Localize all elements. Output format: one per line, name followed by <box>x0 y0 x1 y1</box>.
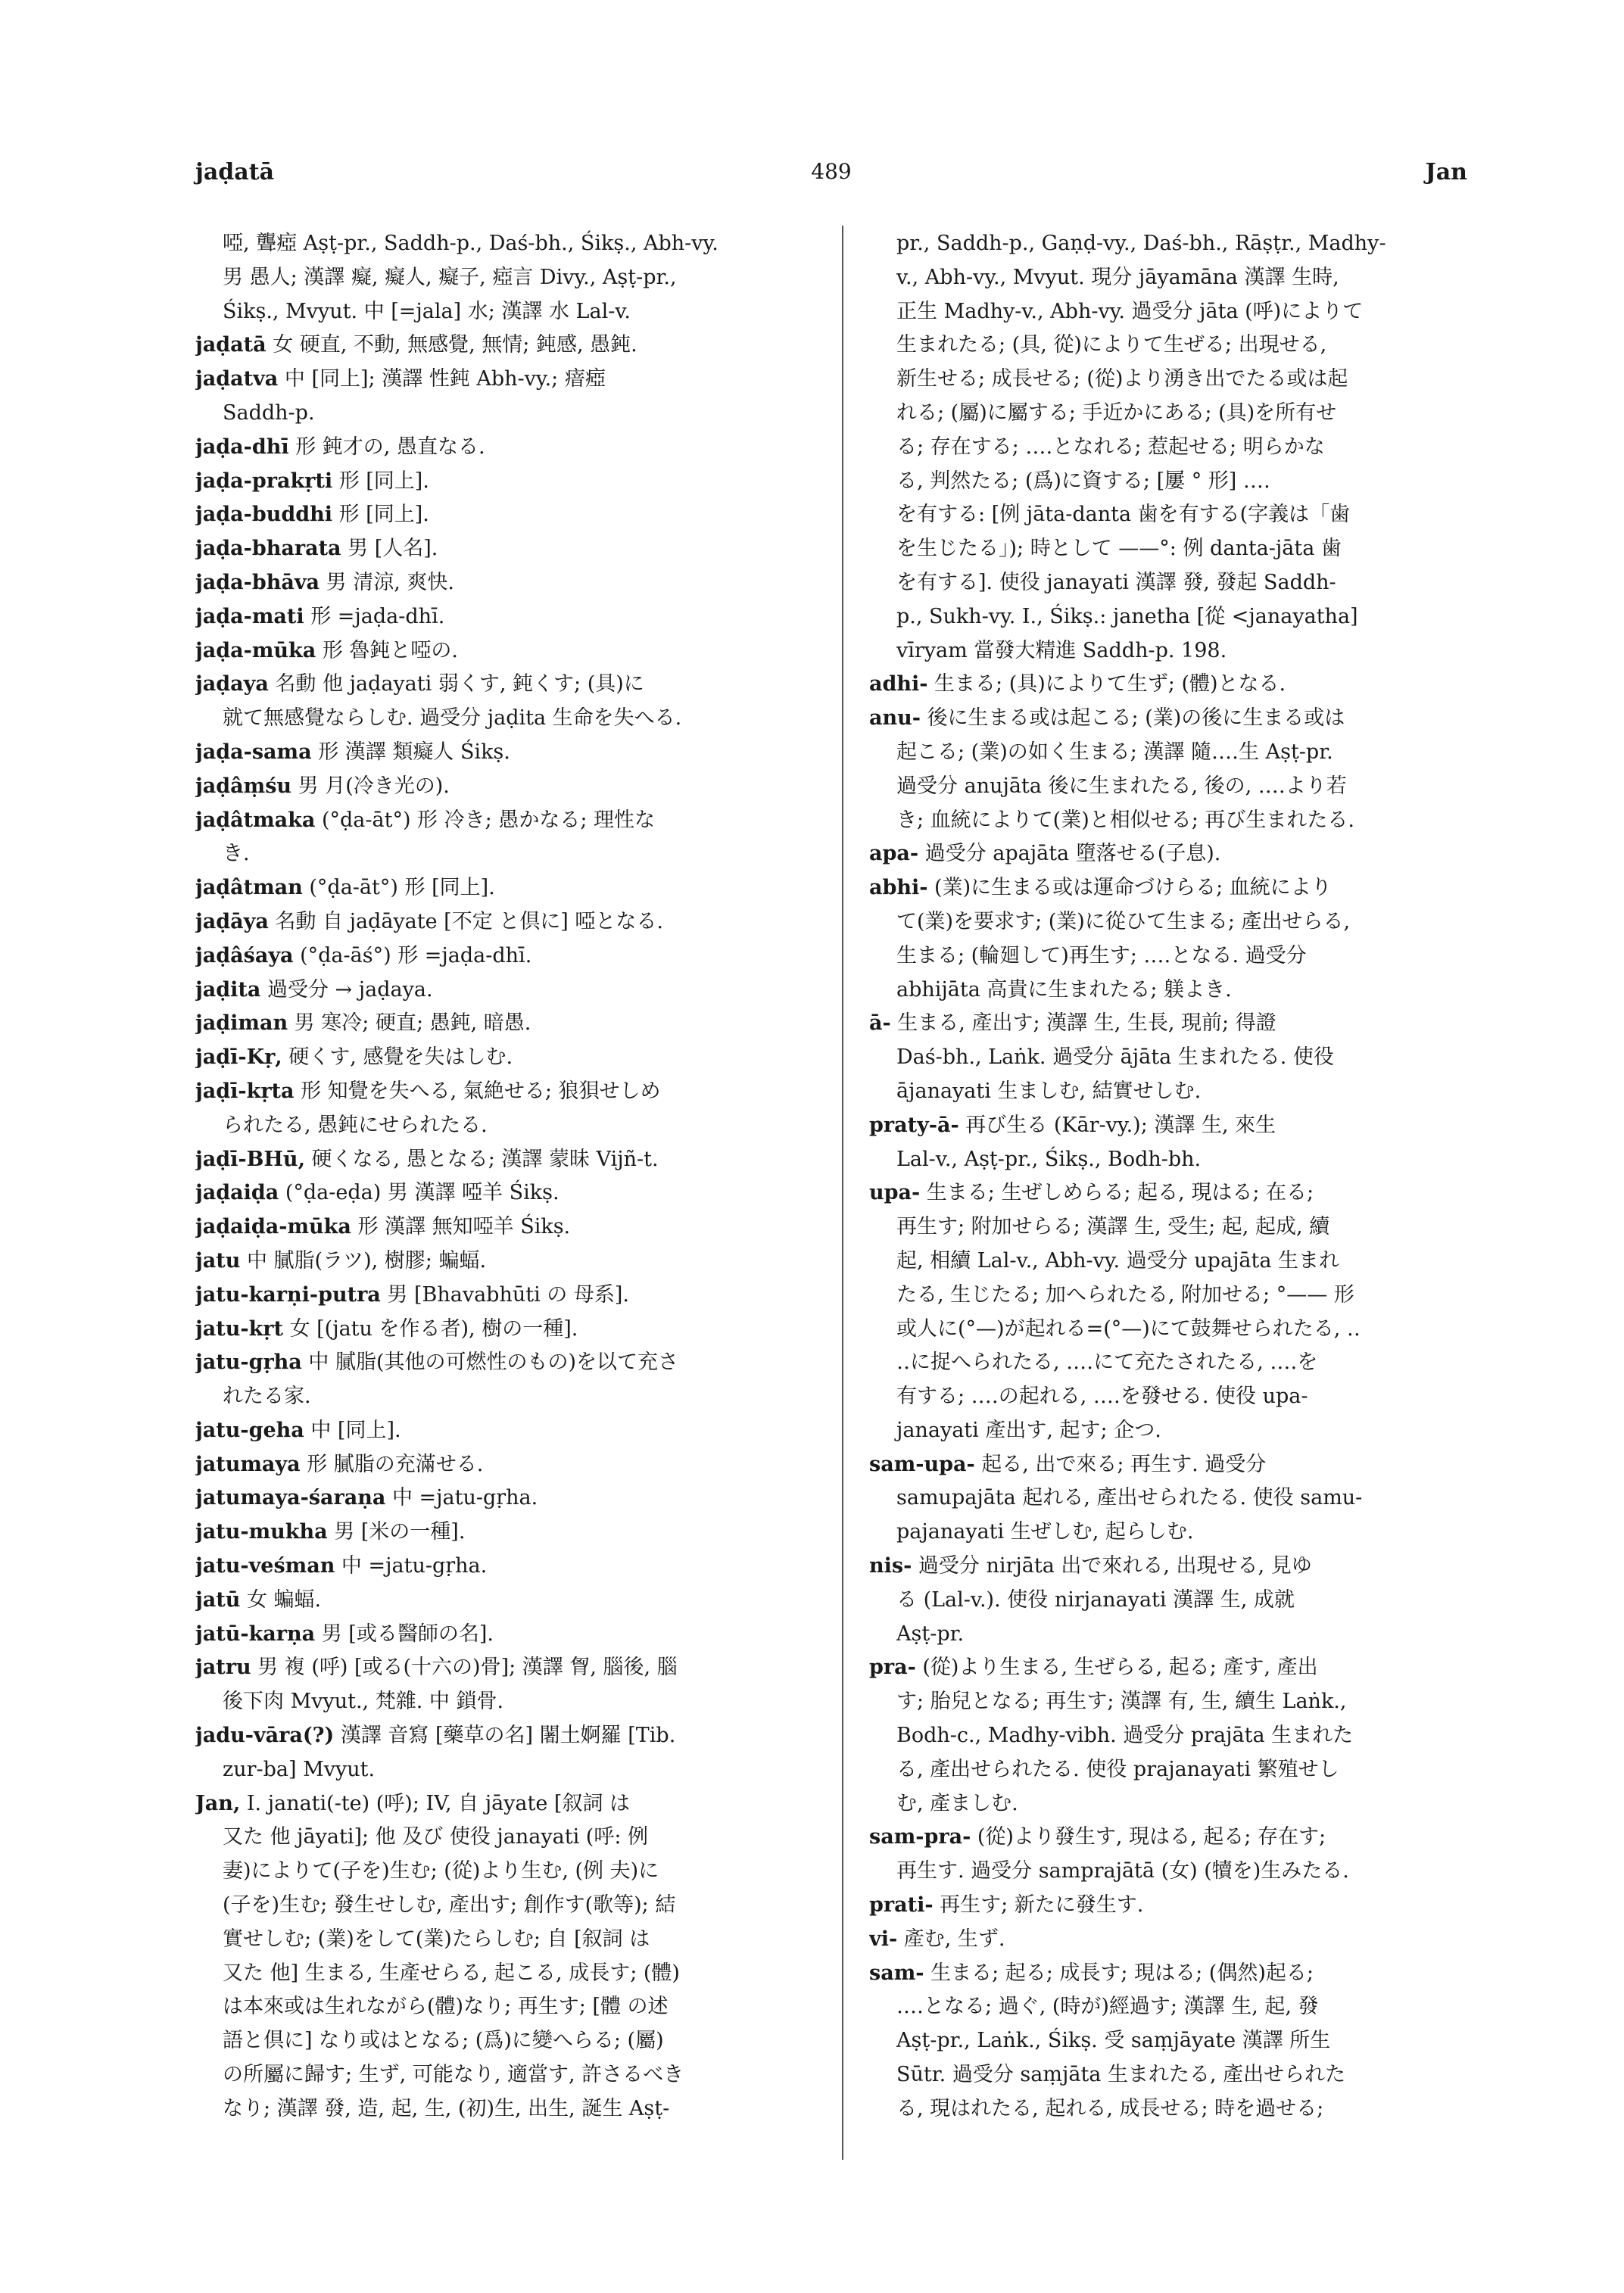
entry-text: 再生す. 過受分 samprajātā (女) (犢を)生みたる. <box>896 1859 1349 1883</box>
dictionary-line <box>869 532 1475 566</box>
entry-text: 形 [同上]. <box>332 503 429 527</box>
entry-headword: jatru <box>195 1656 251 1680</box>
entry-text: 中 =jatu-gṛha. <box>335 1554 488 1578</box>
right-column <box>869 227 1475 2126</box>
entry-headword: jatū <box>195 1587 241 1612</box>
dictionary-line <box>869 668 1475 702</box>
entry-headword: jaḍaiḍa-mūka <box>195 1215 351 1239</box>
entry-text: abhijāta 高貴に生まれたる; 躾よき. <box>896 977 1232 1002</box>
entry-text: 男 [米の一種]. <box>327 1520 466 1544</box>
entry-text: る; 存在する; ‥‥となれる; 惹起せる; 明らかな <box>896 435 1325 459</box>
entry-text: 新生せる; 成長せる; (從)より湧き出でたる或は起 <box>896 367 1348 391</box>
entry-text: を有する]. 使役 janayati 漢譯 發, 發起 Saddh- <box>896 570 1336 594</box>
entry-text: (°ḍa-āt°) 形 冷き; 愚かなる; 理性な <box>315 808 655 832</box>
dictionary-line <box>869 1618 1475 1652</box>
entry-text: pr., Saddh-p., Gaṇḍ-vy., Daś-bh., Rāṣṭr., Madhy- <box>896 232 1386 255</box>
entry-text: Bodh-c., Madhy-vibh. 過受分 prajāta 生まれた <box>896 1724 1354 1748</box>
dictionary-line <box>869 2024 1475 2058</box>
entry-headword: jatumaya <box>195 1452 301 1476</box>
dictionary-line <box>869 702 1475 736</box>
entry-text: 過受分 nirjāta 出で來れる, 出現せる, 見ゆ <box>912 1554 1312 1578</box>
entry-text: 生まる; (輪廻して)再生す; ‥‥となる. 過受分 <box>896 943 1307 967</box>
dictionary-line <box>869 295 1475 329</box>
entry-text: 形 漢譯 無知啞羊 Śikṣ. <box>351 1215 571 1239</box>
entry-text: 中 [同上]; 漢譯 性鈍 Abh-vy.; 瘖瘂 <box>278 367 606 391</box>
entry-text: janayati 產出す, 起す; 企つ. <box>896 1418 1161 1442</box>
entry-text: る, 判然たる; (爲)に資する; [屢 ° 形] ‥‥ <box>896 469 1270 493</box>
entry-text: 正生 Madhy-v., Abh-vy. 過受分 jāta (呼)によりて <box>896 299 1364 323</box>
entry-text: Aṣṭ-pr. <box>896 1622 965 1646</box>
dictionary-line <box>195 295 801 329</box>
entry-text: zur-ba] Mvyut. <box>223 1757 376 1781</box>
entry-headword: jaḍa-mati <box>195 604 304 628</box>
dictionary-line <box>869 905 1475 939</box>
entry-text: 形 漢譯 類癡人 Śikṣ. <box>311 740 510 764</box>
entry-text: 又た 他] 生まる, 生產せらる, 起こる, 成長す; (體) <box>223 1961 680 1985</box>
dictionary-line <box>195 668 801 702</box>
entry-text: 男 [Bhavabhūti の 母系]. <box>380 1282 630 1307</box>
entry-text: Aṣṭ-pr., Laṅk., Śikṣ. 受 saṃjāyate 漢譯 所生 <box>896 2029 1331 2053</box>
dictionary-line <box>195 1007 801 1041</box>
entry-headword: jatu-kṛt <box>195 1316 283 1341</box>
dictionary-line <box>195 1075 801 1109</box>
entry-text: れる; (屬)に屬する; 手近かにある; (具)を所有せ <box>896 400 1337 425</box>
entry-text: の所屬に歸す; 生ず, 可能なり, 適當す, 許さるべき <box>223 2063 684 2087</box>
dictionary-line <box>195 837 801 871</box>
dictionary-line <box>195 1821 801 1855</box>
entry-text: る, 現はれたる, 起れる, 成長せる; 時を過せる; <box>896 2096 1324 2120</box>
entry-text: 女 硬直, 不動, 無感覺, 無情; 鈍感, 愚鈍. <box>266 333 637 357</box>
dictionary-line <box>195 1957 801 1991</box>
entry-text: す; 胎兒となる; 再生す; 漢譯 有, 生, 續生 Laṅk., <box>896 1690 1347 1714</box>
entry-text: 有する; ‥‥の起れる, ‥‥を發せる. 使役 upa- <box>896 1385 1308 1409</box>
dictionary-line <box>869 431 1475 465</box>
entry-headword: jaḍī-kṛta <box>195 1079 295 1103</box>
entry-headword: sam- <box>869 1961 924 1985</box>
entry-headword: jaḍa-bhāva <box>195 570 320 594</box>
dictionary-line <box>869 1481 1475 1516</box>
entry-text: 過受分 anujāta 後に生まれたる, 後の, ‥‥より若 <box>896 774 1347 798</box>
dictionary-line <box>869 1313 1475 1347</box>
entry-text: は本來或は生れながら(體)なり; 再生す; [體 の述 <box>223 1995 669 2019</box>
dictionary-line <box>869 1719 1475 1753</box>
entry-text: 形 鈍才の, 愚直なる. <box>288 435 485 459</box>
entry-text: 中 膩脂(其他の可燃性のもの)を以て充さ <box>301 1351 679 1375</box>
entry-text: 生まる; (具)によりて生ず; (體)となる. <box>927 672 1286 696</box>
dictionary-line <box>869 1279 1475 1313</box>
entry-text: I. janati(-te) (呼); IV, 自 jāyate [叙詞 は <box>240 1791 631 1815</box>
entry-text: (從)より生まる, 生ぜらる, 起る; 產す, 產出 <box>915 1656 1318 1680</box>
dictionary-line <box>195 1313 801 1347</box>
dictionary-line <box>869 2058 1475 2092</box>
entry-text: p., Sukh-vy. I., Śikṣ.: janetha [從 <janayatha] <box>896 604 1358 628</box>
dictionary-line <box>195 1889 801 1923</box>
entry-headword: jaḍaya <box>195 672 269 696</box>
dictionary-line <box>195 1481 801 1516</box>
dictionary-line <box>869 566 1475 600</box>
entry-headword: jaḍiman <box>195 1011 288 1036</box>
entry-headword: jatu-karṇi-putra <box>195 1282 381 1307</box>
entry-text: (°ḍa-eḍa) 男 漢譯 啞羊 Śikṣ. <box>279 1181 560 1205</box>
entry-text: 男 [人名]. <box>341 537 438 561</box>
dictionary-line <box>195 702 801 736</box>
entry-headword: jatu-mukha <box>195 1520 328 1544</box>
entry-headword: praty-ā- <box>869 1113 959 1137</box>
entry-headword: jaḍa-buddhi <box>195 503 332 527</box>
entry-headword: upa- <box>869 1181 921 1205</box>
entry-text: 中 [同上]. <box>304 1418 401 1442</box>
dictionary-line <box>869 1516 1475 1550</box>
dictionary-line <box>869 1448 1475 1482</box>
dictionary-line <box>869 600 1475 634</box>
entry-text: 過受分 apajāta 墮落せる(子息). <box>918 842 1221 866</box>
entry-headword: jatu-gṛha <box>195 1351 302 1375</box>
entry-text: 名動 自 jaḍāyate [不定 と倶に] 啞となる. <box>268 909 664 933</box>
entry-text: Saddh-p. <box>223 400 315 425</box>
dictionary-line <box>195 566 801 600</box>
dictionary-line <box>195 498 801 532</box>
entry-text: 或人に(°—)が起れる=(°—)にて鼓舞せられたる, ‥ <box>896 1316 1361 1341</box>
entry-headword: jaḍāya <box>195 909 269 933</box>
dictionary-line <box>869 974 1475 1008</box>
entry-text: られたる, 愚鈍にせられたる. <box>223 1113 488 1137</box>
entry-headword: jaḍī-BHū, <box>195 1147 305 1171</box>
entry-text: ājanayati 生ましむ, 結實せしむ. <box>896 1079 1202 1103</box>
dictionary-line <box>869 1957 1475 1991</box>
entry-headword: jatū-karṇa <box>195 1622 316 1646</box>
entry-headword: jaḍa-sama <box>195 740 312 764</box>
entry-text: 啞, 聾瘂 Aṣṭ-pr., Saddh-p., Daś-bh., Śikṣ., Abh-vy. <box>223 232 718 255</box>
entry-text: 男 月(冷き光の). <box>291 774 450 798</box>
dictionary-line <box>195 600 801 634</box>
entry-headword: jaḍaiḍa <box>195 1181 279 1205</box>
dictionary-line <box>869 363 1475 397</box>
dictionary-line <box>195 397 801 431</box>
dictionary-line <box>869 1176 1475 1210</box>
entry-text: (°ḍa-āś°) 形 =jaḍa-dhī. <box>293 943 532 967</box>
dictionary-line <box>869 770 1475 804</box>
entry-text: 再び生る (Kār-vy.); 漢譯 生, 來生 <box>959 1113 1276 1137</box>
entry-text: 女 [(jatu を作る者), 樹の一種]. <box>282 1316 578 1341</box>
dictionary-line <box>195 1210 801 1245</box>
entry-text: む, 產ましむ. <box>896 1791 1018 1815</box>
entry-text: を有する: [例 jāta-danta 歯を有する(字義は「歯 <box>896 503 1351 527</box>
entry-text: 女 蝙蝠. <box>240 1587 322 1612</box>
dictionary-line <box>869 1007 1475 1041</box>
dictionary-line <box>869 1685 1475 1719</box>
entry-headword: jaḍa-mūka <box>195 638 316 662</box>
dictionary-line <box>195 1584 801 1618</box>
entry-text: (子を)生む; 發生せしむ, 產出す; 創作す(歌等); 結 <box>223 1893 676 1918</box>
dictionary-line <box>869 1414 1475 1448</box>
entry-text: たる, 生じたる; 加へられたる, 附加せる; °—— 形 <box>896 1282 1354 1307</box>
entry-text: 形 知覺を失へる, 氣絶せる; 狼狽せしめ <box>294 1079 661 1103</box>
dictionary-line <box>195 329 801 363</box>
dictionary-line <box>195 1414 801 1448</box>
entry-text: 妻)によりて(子を)生む; (從)より生む, (例 夫)に <box>223 1859 659 1883</box>
entry-headword: jatu-geha <box>195 1418 304 1442</box>
entry-text: 生まる, 產出す; 漢譯 生, 生長, 現前; 得證 <box>890 1011 1276 1036</box>
dictionary-line <box>869 1889 1475 1923</box>
dictionary-line <box>869 634 1475 668</box>
entry-text: 起, 相續 Lal-v., Abh-vy. 過受分 upajāta 生まれ <box>896 1248 1340 1273</box>
dictionary-line <box>869 397 1475 431</box>
dictionary-line <box>869 1346 1475 1380</box>
entry-text: Lal-v., Aṣṭ-pr., Śikṣ., Bodh-bh. <box>896 1147 1202 1171</box>
entry-text: ‥‥となる; 過ぐ, (時が)經過す; 漢譯 生, 起, 發 <box>896 1995 1319 2019</box>
entry-headword: adhi- <box>869 672 928 696</box>
entry-headword: sam-pra- <box>869 1825 971 1849</box>
entry-headword: Jan, <box>195 1791 241 1815</box>
entry-text: 形 魯鈍と啞の. <box>316 638 458 662</box>
dictionary-line <box>195 1346 801 1380</box>
entry-headword: jaḍatva <box>195 367 279 391</box>
dictionary-line <box>869 1651 1475 1685</box>
entry-text: v., Abh-vy., Mvyut. 現分 jāyamāna 漢譯 生時, <box>896 265 1339 289</box>
entry-text: 漢譯 音寫 [藥草の名] 闍土婀羅 [Tib. <box>334 1724 676 1748</box>
entry-text: 後に生まる或は起こる; (業)の後に生まる或は <box>920 706 1345 731</box>
dictionary-line <box>869 261 1475 295</box>
dictionary-line <box>195 465 801 499</box>
entry-headword: jatu <box>195 1248 241 1273</box>
dictionary-line <box>869 837 1475 871</box>
dictionary-line <box>195 1176 801 1210</box>
dictionary-line <box>195 1685 801 1719</box>
dictionary-line <box>195 1923 801 1957</box>
dictionary-line <box>195 2058 801 2092</box>
entry-text: 過受分 → jaḍaya. <box>260 977 433 1002</box>
entry-text: Sūtr. 過受分 saṃjāta 生まれたる, 產出せられた <box>896 2063 1346 2087</box>
dictionary-line <box>195 1651 801 1685</box>
entry-text: 實せしむ; (業)をして(業)たらしむ; 自 [叙詞 は <box>223 1927 650 1951</box>
entry-text: 硬くす, 感覺を失はしむ. <box>282 1045 513 1070</box>
dictionary-line <box>869 1821 1475 1855</box>
entry-headword: jaḍita <box>195 977 261 1002</box>
header-right-guideword: Jan <box>1425 159 1467 185</box>
entry-headword: jatu-veśman <box>195 1554 335 1578</box>
dictionary-line <box>195 974 801 1008</box>
dictionary-line <box>869 1041 1475 1075</box>
dictionary-line <box>869 498 1475 532</box>
dictionary-line <box>869 1787 1475 1821</box>
entry-text: 再生す; 附加せらる; 漢譯 生, 受生; 起, 起成, 續 <box>896 1215 1330 1239</box>
page-number: 489 <box>811 159 852 184</box>
entry-headword: jaḍâtman <box>195 876 303 900</box>
dictionary-line <box>869 871 1475 905</box>
entry-headword: nis- <box>869 1554 912 1578</box>
dictionary-line <box>869 1245 1475 1279</box>
entry-headword: apa- <box>869 842 919 866</box>
dictionary-line <box>869 1380 1475 1414</box>
entry-text: き. <box>223 842 250 866</box>
dictionary-line <box>869 1075 1475 1109</box>
entry-headword: pra- <box>869 1656 916 1680</box>
entry-text: 男 寒冷; 硬直; 愚鈍, 暗愚. <box>288 1011 531 1036</box>
dictionary-line <box>195 1380 801 1414</box>
dictionary-line <box>195 1245 801 1279</box>
entry-text: 生まる; 生ぜしめらる; 起る, 現はる; 在る; <box>920 1181 1314 1205</box>
dictionary-line <box>869 227 1475 261</box>
dictionary-line <box>195 1990 801 2024</box>
dictionary-line <box>195 1448 801 1482</box>
entry-headword: abhi- <box>869 876 928 900</box>
entry-text: 生まれたる; (具, 從)によりて生ぜる; 出現せる, <box>896 333 1327 357</box>
header-left-guideword: jaḍatā <box>195 159 275 185</box>
entry-text: 產む, 生ず. <box>897 1927 1005 1951</box>
entry-text: 後下肉 Mvyut., 梵雜. 中 鎖骨. <box>223 1690 504 1714</box>
dictionary-line <box>869 329 1475 363</box>
left-column <box>195 227 801 2126</box>
entry-text: 中 =jatu-gṛha. <box>385 1486 538 1510</box>
entry-text: 又た 他 jāyati]; 他 及び 使役 janayati (呼: 例 <box>223 1825 649 1849</box>
entry-text: 再生す; 新たに發生す. <box>933 1893 1144 1918</box>
entry-text: 起こる; (業)の如く生まる; 漢譯 隨‥‥生 Aṣṭ-pr. <box>896 740 1333 764</box>
entry-text: 硬くなる, 愚となる; 漢譯 蒙昧 Vijñ-t. <box>304 1147 659 1171</box>
entry-text: (業)に生まる或は運命づけらる; 血統により <box>927 876 1332 900</box>
dictionary-line <box>195 1855 801 1889</box>
entry-text: を生じたる」); 時として ——°: 例 danta-jāta 歯 <box>896 537 1342 561</box>
dictionary-line <box>195 261 801 295</box>
entry-text: る, 產出せられたる. 使役 prajanayati 繁殖せし <box>896 1757 1339 1781</box>
dictionary-line <box>869 1990 1475 2024</box>
dictionary-line <box>869 1855 1475 1889</box>
entry-text: 男 清涼, 爽快. <box>320 570 454 594</box>
dictionary-line <box>195 532 801 566</box>
dictionary-line <box>195 1618 801 1652</box>
entry-text: Daś-bh., Laṅk. 過受分 ājāta 生まれたる. 使役 <box>896 1045 1334 1070</box>
entry-text: て(業)を要求す; (業)に從ひて生まる; 產出せらる, <box>896 909 1351 933</box>
dictionary-line <box>195 1719 801 1753</box>
dictionary-line <box>195 736 801 770</box>
entry-text: pajanayati 生ぜしむ, 起らしむ. <box>896 1520 1194 1544</box>
dictionary-line <box>195 804 801 838</box>
entry-headword: jaḍâṃśu <box>195 774 292 798</box>
dictionary-line <box>195 363 801 397</box>
entry-headword: jaḍatā <box>195 333 267 357</box>
entry-headword: ā- <box>869 1011 891 1036</box>
entry-text: 語と倶に] なり或はとなる; (爲)に變へらる; (屬) <box>223 2029 664 2053</box>
dictionary-line <box>195 1279 801 1313</box>
entry-headword: jaḍâśaya <box>195 943 294 967</box>
dictionary-line <box>869 465 1475 499</box>
dictionary-line <box>195 1550 801 1584</box>
dictionary-line <box>195 770 801 804</box>
dictionary-line <box>195 227 801 261</box>
entry-headword: jadu-vāra(?) <box>195 1724 335 1748</box>
entry-text: 男 [或る醫師の名]. <box>315 1622 494 1646</box>
entry-text: ‥に捉へられたる, ‥‥にて充たされたる, ‥‥を <box>896 1351 1318 1375</box>
dictionary-line <box>869 736 1475 770</box>
entry-headword: jaḍâtmaka <box>195 808 316 832</box>
dictionary-line <box>195 1143 801 1177</box>
entry-headword: prati- <box>869 1893 934 1918</box>
entry-headword: anu- <box>869 706 921 731</box>
entry-text: 起る, 出で來る; 再生す. 過受分 <box>974 1452 1267 1476</box>
dictionary-line <box>869 1210 1475 1245</box>
dictionary-line <box>195 2092 801 2126</box>
dictionary-line <box>869 1584 1475 1618</box>
dictionary-line <box>195 431 801 465</box>
entry-text: Śikṣ., Mvyut. 中 [=jala] 水; 漢譯 水 Lal-v. <box>223 299 631 323</box>
entry-text: 男 愚人; 漢譯 癡, 癡人, 癡子, 瘂言 Divy., Aṣṭ-pr., <box>223 265 677 289</box>
entry-text: 生まる; 起る; 成長す; 現はる; (偶然)起る; <box>924 1961 1314 1985</box>
entry-headword: sam-upa- <box>869 1452 975 1476</box>
entry-headword: jaḍa-bharata <box>195 537 341 561</box>
dictionary-line <box>195 1787 801 1821</box>
entry-headword: jaḍī-Kṛ, <box>195 1045 282 1070</box>
entry-text: 男 複 (呼) [或る(十六の)骨]; 漢譯 胷, 腦後, 腦 <box>251 1656 678 1680</box>
dictionary-line <box>869 1109 1475 1143</box>
entry-text: き; 血統によりて(業)と相似せる; 再び生まれたる. <box>896 808 1355 832</box>
entry-text: samupajāta 起れる, 產出せられたる. 使役 samu- <box>896 1486 1363 1510</box>
dictionary-line <box>869 1753 1475 1787</box>
entry-text: (°ḍa-āt°) 形 [同上]. <box>302 876 495 900</box>
page-header <box>195 159 1467 197</box>
dictionary-line <box>869 1923 1475 1957</box>
entry-text: れたる家. <box>223 1385 311 1409</box>
entry-text: 就て無感覺ならしむ. 過受分 jaḍita 生命を失へる. <box>223 706 682 731</box>
entry-text: 形 =jaḍa-dhī. <box>304 604 445 628</box>
entry-headword: jaḍa-dhī <box>195 435 289 459</box>
entry-text: なり; 漢譯 發, 造, 起, 生, (初)生, 出生, 誕生 Aṣṭ- <box>223 2096 670 2120</box>
dictionary-line <box>869 939 1475 974</box>
dictionary-line <box>869 1143 1475 1177</box>
dictionary-line <box>869 1550 1475 1584</box>
entry-headword: jaḍa-prakṛti <box>195 469 333 493</box>
dictionary-line <box>195 1516 801 1550</box>
entry-text: (從)より發生す, 現はる, 起る; 存在す; <box>971 1825 1326 1849</box>
dictionary-line <box>195 1753 801 1787</box>
entry-text: る (Lal-v.). 使役 nirjanayati 漢譯 生, 成就 <box>896 1587 1295 1612</box>
dictionary-line <box>195 905 801 939</box>
dictionary-line <box>869 804 1475 838</box>
entry-text: vīryam 當發大精進 Saddh-p. 198. <box>896 638 1227 662</box>
entry-text: 形 [同上]. <box>332 469 429 493</box>
dictionary-line <box>869 2092 1475 2126</box>
entry-text: 名動 他 jaḍayati 弱くす, 鈍くす; (具)に <box>268 672 644 696</box>
dictionary-line <box>195 2024 801 2058</box>
entry-headword: vi- <box>869 1927 898 1951</box>
entry-text: 中 膩脂(ラツ), 樹膠; 蝙蝠. <box>240 1248 487 1273</box>
dictionary-line <box>195 1109 801 1143</box>
dictionary-line <box>195 871 801 905</box>
dictionary-line <box>195 1041 801 1075</box>
dictionary-line <box>195 634 801 668</box>
dictionary-line <box>195 939 801 974</box>
column-divider <box>842 226 843 2160</box>
entry-text: 形 膩脂の充滿せる. <box>300 1452 484 1476</box>
entry-headword: jatumaya-śaraṇa <box>195 1486 386 1510</box>
